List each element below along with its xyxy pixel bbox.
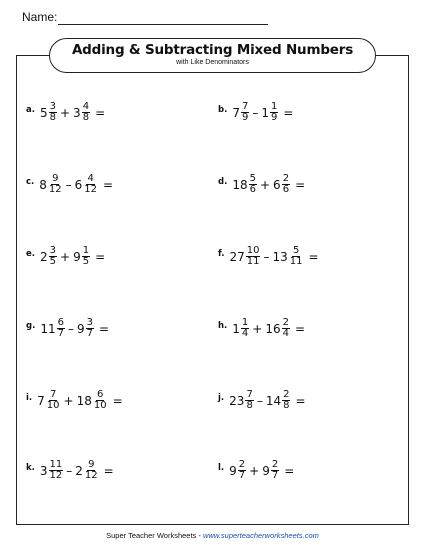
- problem-label: b.: [218, 104, 228, 115]
- denominator: 7: [238, 470, 246, 481]
- equals-sign: =: [283, 105, 294, 120]
- equals-sign: =: [284, 463, 295, 478]
- numerator: 2: [282, 173, 290, 184]
- denominator: 6: [249, 184, 256, 195]
- whole: 14: [265, 393, 282, 408]
- numerator: 11: [49, 459, 63, 470]
- problem-label: c.: [26, 176, 35, 187]
- numerator: 3: [49, 101, 56, 112]
- mixed-number: [266, 390, 291, 411]
- denominator: 10: [93, 400, 107, 411]
- whole: 18: [232, 177, 248, 192]
- whole: 8: [39, 177, 47, 192]
- whole: 9: [262, 463, 270, 478]
- denominator: 4: [241, 328, 249, 339]
- equals-sign: =: [95, 249, 106, 264]
- fraction: [93, 390, 108, 411]
- page-title: Adding & Subtracting Mixed Numbers: [71, 42, 354, 58]
- denominator: 4: [282, 328, 290, 339]
- whole: 9: [229, 463, 237, 478]
- whole: 7: [232, 105, 240, 120]
- numerator: 4: [87, 173, 94, 184]
- operator: +: [259, 177, 271, 192]
- numerator: 2: [282, 317, 290, 328]
- equals-sign: =: [103, 177, 114, 192]
- fraction: [49, 246, 57, 267]
- equals-sign: =: [103, 463, 114, 478]
- problem-h: [218, 318, 305, 339]
- equals-sign: =: [295, 393, 306, 408]
- mixed-number: [232, 318, 249, 339]
- name-line[interactable]: [58, 24, 268, 25]
- denominator: 5: [49, 256, 57, 267]
- problem-g: [26, 318, 109, 339]
- whole: 1: [261, 105, 269, 120]
- problem-e: [26, 246, 105, 267]
- fraction: [282, 174, 290, 195]
- numerator: 2: [238, 459, 246, 470]
- fraction: [86, 318, 94, 339]
- whole: 9: [73, 249, 81, 264]
- denominator: 12: [49, 470, 63, 481]
- mixed-number: [77, 318, 94, 339]
- numerator: 9: [88, 459, 95, 470]
- operator: –: [65, 177, 72, 192]
- denominator: 12: [84, 184, 98, 195]
- footer-url-link[interactable]: www.superteacherworksheets.com: [202, 531, 319, 540]
- mixed-number: [229, 460, 246, 481]
- fraction: [270, 102, 278, 123]
- numerator: 10: [246, 245, 260, 256]
- numerator: 5: [292, 245, 300, 256]
- whole: 3: [39, 463, 48, 478]
- whole: 18: [76, 393, 92, 408]
- denominator: 12: [84, 470, 98, 481]
- whole: 7: [37, 393, 45, 408]
- page-subtitle: with Like Denominators: [176, 59, 249, 66]
- operator: +: [59, 105, 71, 120]
- fraction: [282, 390, 290, 411]
- operator: +: [249, 463, 260, 478]
- fraction: [245, 390, 253, 411]
- worksheet-frame: [16, 55, 409, 525]
- fraction: [83, 174, 98, 195]
- mixed-number: [261, 102, 278, 123]
- whole: 3: [73, 105, 81, 120]
- whole: 11: [40, 321, 56, 336]
- problem-a: [26, 102, 105, 123]
- whole: 2: [75, 463, 83, 478]
- equals-sign: =: [112, 393, 123, 408]
- mixed-number: [75, 460, 98, 481]
- whole: 1: [232, 321, 240, 336]
- problem-label: g.: [26, 320, 36, 331]
- numerator: 1: [241, 317, 249, 328]
- problem-j: [218, 390, 306, 411]
- problem-label: f.: [218, 248, 225, 259]
- whole: 6: [74, 177, 83, 192]
- problem-i: [26, 390, 123, 411]
- problem-c: [26, 174, 113, 195]
- numerator: 6: [57, 317, 64, 328]
- fraction: [271, 460, 279, 481]
- fraction: [241, 318, 249, 339]
- mixed-number: [229, 390, 254, 411]
- problem-b: [218, 102, 293, 123]
- mixed-number: [75, 174, 98, 195]
- equals-sign: =: [295, 321, 306, 336]
- fraction: [48, 174, 63, 195]
- denominator: 7: [271, 470, 279, 481]
- equals-sign: =: [95, 105, 106, 120]
- problem-label: l.: [218, 462, 225, 473]
- denominator: 11: [289, 256, 303, 267]
- fraction: [82, 246, 90, 267]
- mixed-number: [272, 246, 303, 267]
- fraction: [46, 390, 61, 411]
- mixed-number: [273, 174, 290, 195]
- denominator: 9: [241, 112, 249, 123]
- operator: +: [60, 249, 71, 264]
- denominator: 6: [282, 184, 290, 195]
- numerator: 5: [249, 173, 256, 184]
- problem-label: k.: [26, 462, 35, 473]
- numerator: 2: [271, 459, 279, 470]
- operator: –: [252, 105, 259, 120]
- numerator: 7: [246, 389, 253, 400]
- fraction: [82, 102, 90, 123]
- numerator: 1: [270, 101, 278, 112]
- mixed-number: [39, 174, 62, 195]
- denominator: 7: [86, 328, 93, 339]
- denominator: 8: [49, 112, 56, 123]
- mixed-number: [232, 174, 257, 195]
- numerator: 4: [82, 101, 90, 112]
- fraction: [49, 102, 57, 123]
- whole: 13: [272, 249, 288, 264]
- whole: 2: [40, 249, 48, 264]
- denominator: 10: [46, 400, 60, 411]
- whole: 5: [39, 105, 48, 120]
- equals-sign: =: [99, 321, 110, 336]
- operator: –: [263, 249, 270, 264]
- mixed-number: [40, 460, 63, 481]
- problem-d: [218, 174, 305, 195]
- numerator: 9: [52, 173, 59, 184]
- denominator: 8: [246, 400, 253, 411]
- mixed-number: [229, 246, 260, 267]
- whole: 6: [273, 177, 281, 192]
- operator: –: [256, 393, 263, 408]
- denominator: 7: [57, 328, 64, 339]
- fraction: [246, 246, 261, 267]
- name-label: Name:: [22, 10, 58, 24]
- fraction: [238, 460, 246, 481]
- mixed-number: [37, 390, 60, 411]
- problem-label: j.: [218, 392, 225, 403]
- mixed-number: [73, 246, 90, 267]
- whole: 9: [76, 321, 85, 336]
- mixed-number: [73, 102, 90, 123]
- footer: [0, 531, 425, 540]
- fraction: [84, 460, 99, 481]
- operator: –: [67, 321, 74, 336]
- denominator: 11: [246, 256, 260, 267]
- numerator: 7: [49, 389, 57, 400]
- equals-sign: =: [295, 177, 306, 192]
- title-banner: [49, 38, 376, 73]
- problem-k: [26, 460, 114, 481]
- fraction: [282, 318, 290, 339]
- fraction: [289, 246, 304, 267]
- fraction: [49, 460, 64, 481]
- whole: 27: [229, 249, 245, 264]
- problem-label: i.: [26, 392, 33, 403]
- mixed-number: [40, 246, 57, 267]
- numerator: 3: [49, 245, 57, 256]
- whole: 23: [229, 393, 245, 408]
- equals-sign: =: [308, 249, 319, 264]
- mixed-number: [232, 102, 249, 123]
- fraction: [241, 102, 249, 123]
- operator: –: [66, 463, 73, 478]
- numerator: 1: [82, 245, 90, 256]
- denominator: 8: [82, 112, 90, 123]
- problem-label: h.: [218, 320, 228, 331]
- operator: +: [63, 393, 74, 408]
- numerator: 6: [97, 389, 104, 400]
- numerator: 3: [86, 317, 93, 328]
- fraction: [249, 174, 257, 195]
- operator: +: [252, 321, 263, 336]
- problem-label: d.: [218, 176, 228, 187]
- problem-l: [218, 460, 294, 481]
- numerator: 7: [241, 101, 249, 112]
- footer-separator: -: [196, 531, 203, 540]
- problem-label: a.: [26, 104, 35, 115]
- mixed-number: [265, 318, 290, 339]
- denominator: 9: [270, 112, 278, 123]
- whole: 16: [265, 321, 281, 336]
- problem-f: [218, 246, 319, 267]
- mixed-number: [40, 102, 57, 123]
- denominator: 5: [82, 256, 90, 267]
- problem-label: e.: [26, 248, 35, 259]
- mixed-number: [40, 318, 65, 339]
- mixed-number: [77, 390, 108, 411]
- mixed-number: [262, 460, 279, 481]
- denominator: 8: [283, 400, 290, 411]
- fraction: [57, 318, 65, 339]
- footer-site-name: Super Teacher Worksheets: [106, 531, 197, 540]
- numerator: 2: [283, 389, 290, 400]
- denominator: 12: [48, 184, 62, 195]
